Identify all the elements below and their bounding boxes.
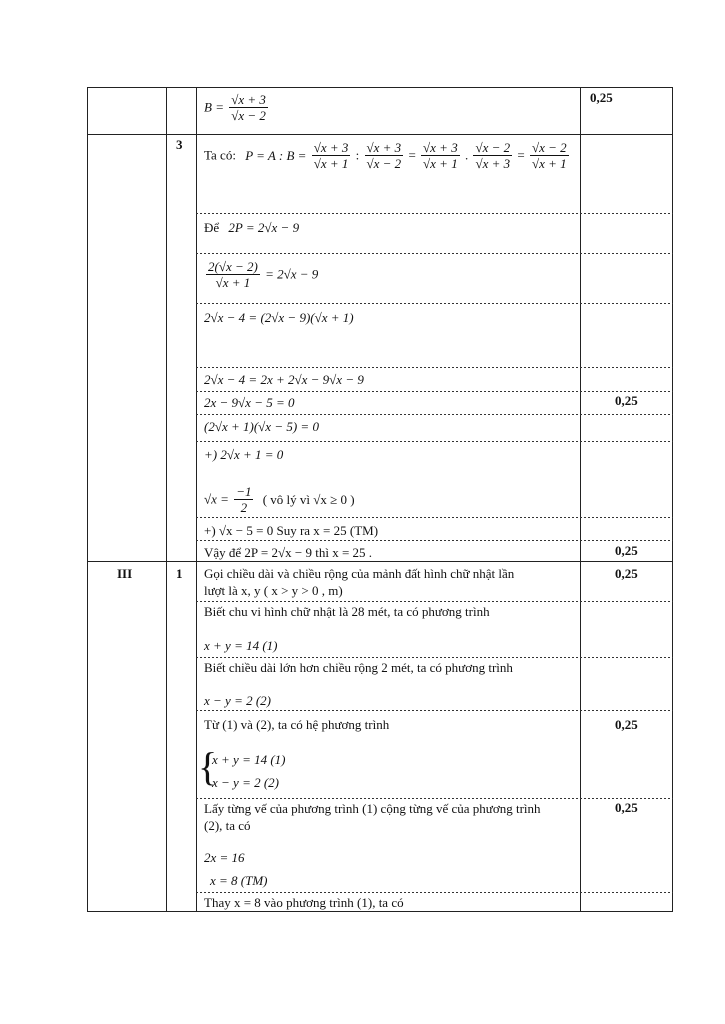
p-f1-num: √x + 3 (313, 140, 349, 155)
p3-r2-eq: x + y = 14 (1) (204, 638, 278, 653)
p3-r4-line1: Từ (1) và (2), ta có hệ phương trình (204, 717, 390, 732)
p-eq-1: = (408, 147, 416, 163)
p3-r5-eq1: 2x = 16 (204, 850, 245, 865)
case-1-solution (204, 484, 355, 515)
p-lead: Ta có: (204, 147, 236, 163)
b-definition (204, 92, 270, 123)
item-index-3: 3 (176, 137, 183, 152)
system-brace-icon: { (198, 744, 218, 789)
p-op-divide: : (355, 147, 360, 163)
factor-line: (2√x + 1)(√x − 5) = 0 (204, 419, 319, 434)
case-1-den: 2 (240, 500, 248, 515)
p-fraction-3 (421, 140, 460, 171)
p3-r4-eq1: x + y = 14 (1) (212, 752, 286, 767)
p3-r3-eq: x − y = 2 (2) (204, 693, 271, 708)
fe-rhs: = 2√x − 9 (265, 266, 319, 282)
case-1-lhs: √x = (204, 491, 229, 507)
fe-fraction (206, 259, 260, 290)
p3-r5-line2: (2), ta có (204, 818, 251, 833)
p3-r5-eq2: x = 8 (TM) (210, 873, 268, 888)
p-f3-num: √x + 3 (423, 140, 458, 155)
expand-line-2: 2√x − 4 = 2x + 2√x − 9√x − 9 (204, 372, 364, 387)
p-f3-den: √x + 1 (423, 156, 458, 171)
section-iii: III (117, 566, 133, 581)
p-f2-num: √x + 3 (366, 140, 402, 155)
p3-r3-line1: Biết chiều dài lớn hơn chiều rộng 2 mét, ta có phương trình (204, 660, 513, 675)
conclusion-line: Vậy để 2P = 2√x − 9 thì x = 25 . (204, 545, 373, 560)
condition-line (204, 220, 299, 236)
case-2-line: +) √x − 5 = 0 Suy ra x = 25 (TM) (204, 523, 379, 538)
p-op-dot: . (464, 147, 469, 163)
p-eq-2: = (517, 147, 525, 163)
p-f1-den: √x + 1 (313, 156, 349, 171)
p-f4-den: √x + 3 (475, 156, 511, 171)
p3-r2-line1: Biết chu vi hình chữ nhật là 28 mét, ta có phương trình (204, 604, 490, 619)
expand-line: 2√x − 4 = (2√x − 9)(√x + 1) (204, 310, 354, 325)
fe-numerator: 2(√x − 2) (208, 259, 258, 274)
score-p3-r1: 0,25 (615, 566, 638, 581)
quadratic-line: 2x − 9√x − 5 = 0 (204, 395, 295, 410)
p-fraction-4 (473, 140, 512, 171)
case-1-note: ( vô lý vì √x ≥ 0 ) (262, 491, 355, 507)
b-numerator: √x + 3 (231, 92, 266, 107)
p3-r1-line2: lượt là x, y ( x > y > 0 , m) (204, 583, 343, 598)
case-1-fraction (234, 484, 253, 515)
p-expr: P = A : B = (245, 147, 307, 163)
score-b-definition: 0,25 (590, 90, 613, 105)
p3-r4-eq2: x − y = 2 (2) (212, 775, 279, 790)
p-fraction-1 (312, 140, 351, 171)
item-index-1: 1 (176, 566, 183, 581)
p-f4-num: √x − 2 (475, 140, 511, 155)
score-p3-r4: 0,25 (615, 717, 638, 732)
b-fraction (229, 92, 268, 123)
case-1-line: +) 2√x + 1 = 0 (204, 447, 284, 462)
p3-r6-line1: Thay x = 8 vào phương trình (1), ta có (204, 895, 404, 910)
fe-denominator: √x + 1 (215, 275, 251, 290)
p-f2-den: √x − 2 (366, 156, 402, 171)
p-fraction-2 (365, 140, 404, 171)
fraction-equation (204, 259, 318, 290)
condition-lead: Để (204, 220, 220, 235)
score-p3-r5: 0,25 (615, 800, 638, 815)
p3-r5-line1: Lấy từng vế của phương trình (1) cộng từng vế của phương trình (204, 801, 541, 816)
p-f5-den: √x + 1 (532, 156, 567, 171)
b-lhs: B = (204, 99, 224, 115)
score-conclusion: 0,25 (615, 543, 638, 558)
case-1-num: −1 (236, 484, 252, 499)
b-denominator: √x − 2 (231, 108, 266, 123)
score-quadratic: 0,25 (615, 393, 638, 408)
p-computation (204, 140, 571, 171)
p-f5-num: √x − 2 (532, 140, 567, 155)
condition-expr: 2P = 2√x − 9 (228, 220, 300, 235)
p-fraction-5 (530, 140, 569, 171)
p3-r1-line1: Gọi chiều dài và chiều rộng của mảnh đất hình chữ nhật lần (204, 566, 515, 581)
